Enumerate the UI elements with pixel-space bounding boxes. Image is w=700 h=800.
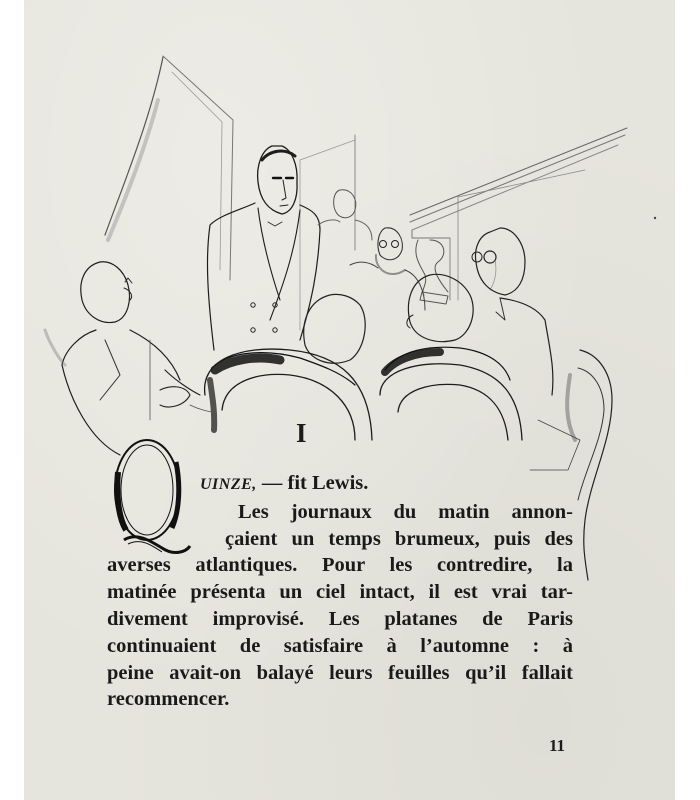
text-line-7: continuaient de satisfaire à l’automne : à <box>107 634 573 657</box>
chapter-numeral: I <box>296 418 307 448</box>
text-line-2: Les journaux du matin annon- <box>238 500 573 523</box>
opening-tail: — fit Lewis. <box>256 472 369 494</box>
page-number: 11 <box>549 736 566 755</box>
body-text <box>107 470 573 713</box>
text-line-6: divement improvisé. Les platanes de Paris <box>107 607 573 630</box>
text-line-4: averses atlantiques. Pour les contredire, la <box>107 554 573 577</box>
text-line-3: çaient un temps brumeux, puis des <box>225 527 573 550</box>
text-line-9: recommencer. <box>107 688 230 711</box>
text-line-1 <box>107 470 573 499</box>
opening-word: UINZE, <box>200 476 257 493</box>
text-line-8: peine avait-on balayé leurs feuilles qu’il fallait <box>107 661 573 684</box>
text-line-5: matinée présenta un ciel intact, il est vrai tar- <box>107 581 573 604</box>
